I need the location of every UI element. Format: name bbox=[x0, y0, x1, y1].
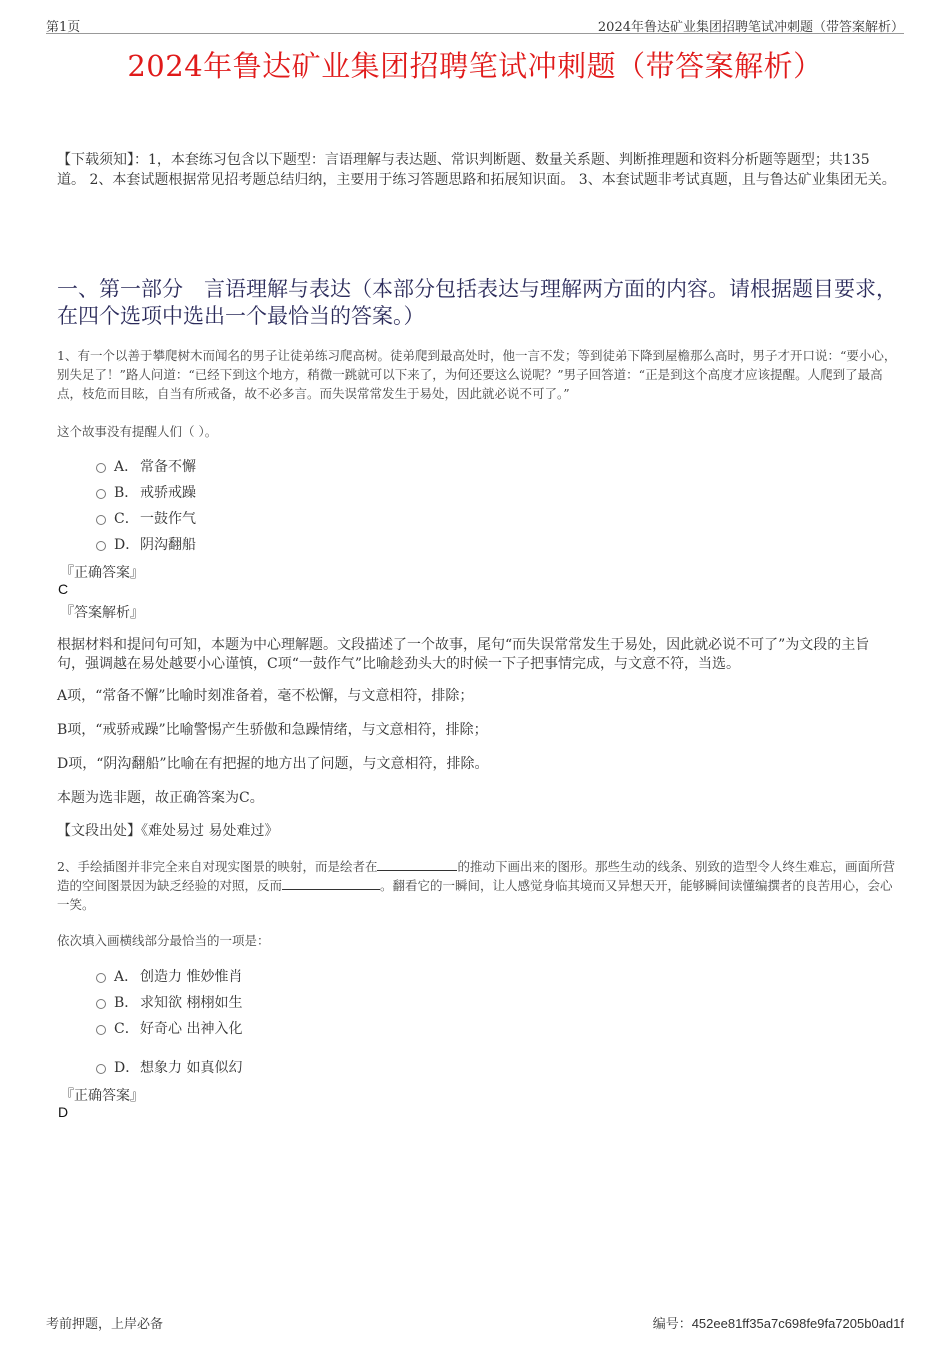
question-1-analysis-b: B项，“戒骄戒躁”比喻警惕产生骄傲和急躁情绪，与文意相符，排除； bbox=[57, 722, 488, 738]
page-title: 2024年鲁达矿业集团招聘笔试冲刺题（带答案解析） bbox=[127, 49, 823, 83]
header-page-number: 第1页 bbox=[46, 20, 81, 35]
radio-icon[interactable] bbox=[96, 515, 106, 525]
footer-doc-id: 编号：452ee81ff35a7c698fe9fa7205b0ad1f bbox=[652, 1316, 904, 1331]
header-doc-title: 2024年鲁达矿业集团招聘笔试冲刺题（带答案解析） bbox=[597, 20, 904, 35]
question-2-option-c[interactable]: C． 好奇心 出神入化 bbox=[96, 1018, 242, 1038]
question-1-analysis-d: D项，“阴沟翻船”比喻在有把握的地方出了问题，与文意相符，排除。 bbox=[57, 756, 489, 772]
question-1-option-b[interactable]: B． 戒骄戒躁 bbox=[96, 482, 196, 502]
question-2-answer: D bbox=[58, 1104, 69, 1120]
question-1-source: 【文段出处】《难处易过 易处难过》 bbox=[57, 823, 279, 839]
question-1-option-d[interactable]: D． 阴沟翻船 bbox=[96, 534, 196, 554]
radio-icon[interactable] bbox=[96, 541, 106, 551]
question-2-text: 2、手绘插图并非完全来自对现实图景的映射，而是绘者在 的推动下画出来的图形。那些生动的线条、别致的造型令人终生难忘，画面所营造的空间图景因为缺乏经验的对照，反而 。翻看它的一瞬间，让人感觉身临其境而又异想天开，能够瞬间读懂编撰者的良苦用心，会心一笑。 bbox=[57, 859, 895, 912]
question-2-prompt: 依次填入画横线部分最恰当的一项是： bbox=[57, 933, 270, 948]
question-1-text: 1、有一个以善于攀爬树木而闻名的男子让徒弟练习爬高树。徒弟爬到最高处时，他一言不发；等到徒弟下降到屋檐那么高时，男子才开口说：“要小心，别失足了！”路人问道：“已经下到这个地方，稍微一跳就可以下来了，为何还要这么说呢？”男子回答道：“正是到这个高度才应该提醒。人爬到了最高点，枝危而目眩，自当有所戒备，故不必多言。而失误常常发生于易处，因此就必说不可了。” bbox=[57, 348, 897, 401]
question-2-answer-label: 『正确答案』 bbox=[60, 1088, 144, 1104]
question-1-prompt: 这个故事没有提醒人们（ ）。 bbox=[57, 424, 218, 439]
question-1-answer: C bbox=[58, 581, 69, 597]
footer-slogan: 考前押题，上岸必备 bbox=[46, 1317, 164, 1332]
fill-blank-2 bbox=[282, 877, 380, 890]
question-2-option-a[interactable]: A． 创造力 惟妙惟肖 bbox=[96, 966, 242, 986]
header-divider bbox=[46, 33, 904, 34]
radio-icon[interactable] bbox=[96, 1025, 106, 1035]
question-2-option-b[interactable]: B． 求知欲 栩栩如生 bbox=[96, 992, 242, 1012]
radio-icon[interactable] bbox=[96, 489, 106, 499]
question-1-analysis-a: A项，“常备不懈”比喻时刻准备着，毫不松懈，与文意相符，排除； bbox=[57, 688, 474, 704]
radio-icon[interactable] bbox=[96, 973, 106, 983]
section-title: 一、第一部分 言语理解与表达（本部分包括表达与理解两方面的内容。请根据题目要求，在四个选项中选出一个最恰当的答案。） bbox=[57, 277, 897, 328]
question-1-option-a[interactable]: A． 常备不懈 bbox=[96, 456, 196, 476]
question-1-answer-label: 『正确答案』 bbox=[60, 565, 144, 581]
question-1-analysis-conclusion: 本题为选非题，故正确答案为C。 bbox=[57, 790, 264, 806]
radio-icon[interactable] bbox=[96, 463, 106, 473]
radio-icon[interactable] bbox=[96, 999, 106, 1009]
question-1-analysis-label: 『答案解析』 bbox=[60, 605, 144, 621]
download-notice: 【下载须知】：1，本套练习包含以下题型：言语理解与表达题、常识判断题、数量关系题、判断推理题和资料分析题等题型；共135道。 2、本套试题根据常见招考题总结归纳，主要用于练习答题思路和拓展知识面。 3、本套试题非考试真题，且与鲁达矿业集团无关。 bbox=[57, 152, 896, 188]
question-1-analysis-main: 根据材料和提问句可知，本题为中心理解题。文段描述了一个故事，尾句“而失误常常发生于易处，因此就必说不可了”为文段的主旨句，强调越在易处越要小心谨慎，C项“一鼓作气”比喻趁劲头大的时候一下子把事情完成，与文意不符，当选。 bbox=[57, 637, 870, 672]
fill-blank-1 bbox=[377, 858, 457, 871]
radio-icon[interactable] bbox=[96, 1064, 106, 1074]
question-2-option-d[interactable]: D． 想象力 如真似幻 bbox=[96, 1057, 242, 1077]
question-1-option-c[interactable]: C． 一鼓作气 bbox=[96, 508, 196, 528]
